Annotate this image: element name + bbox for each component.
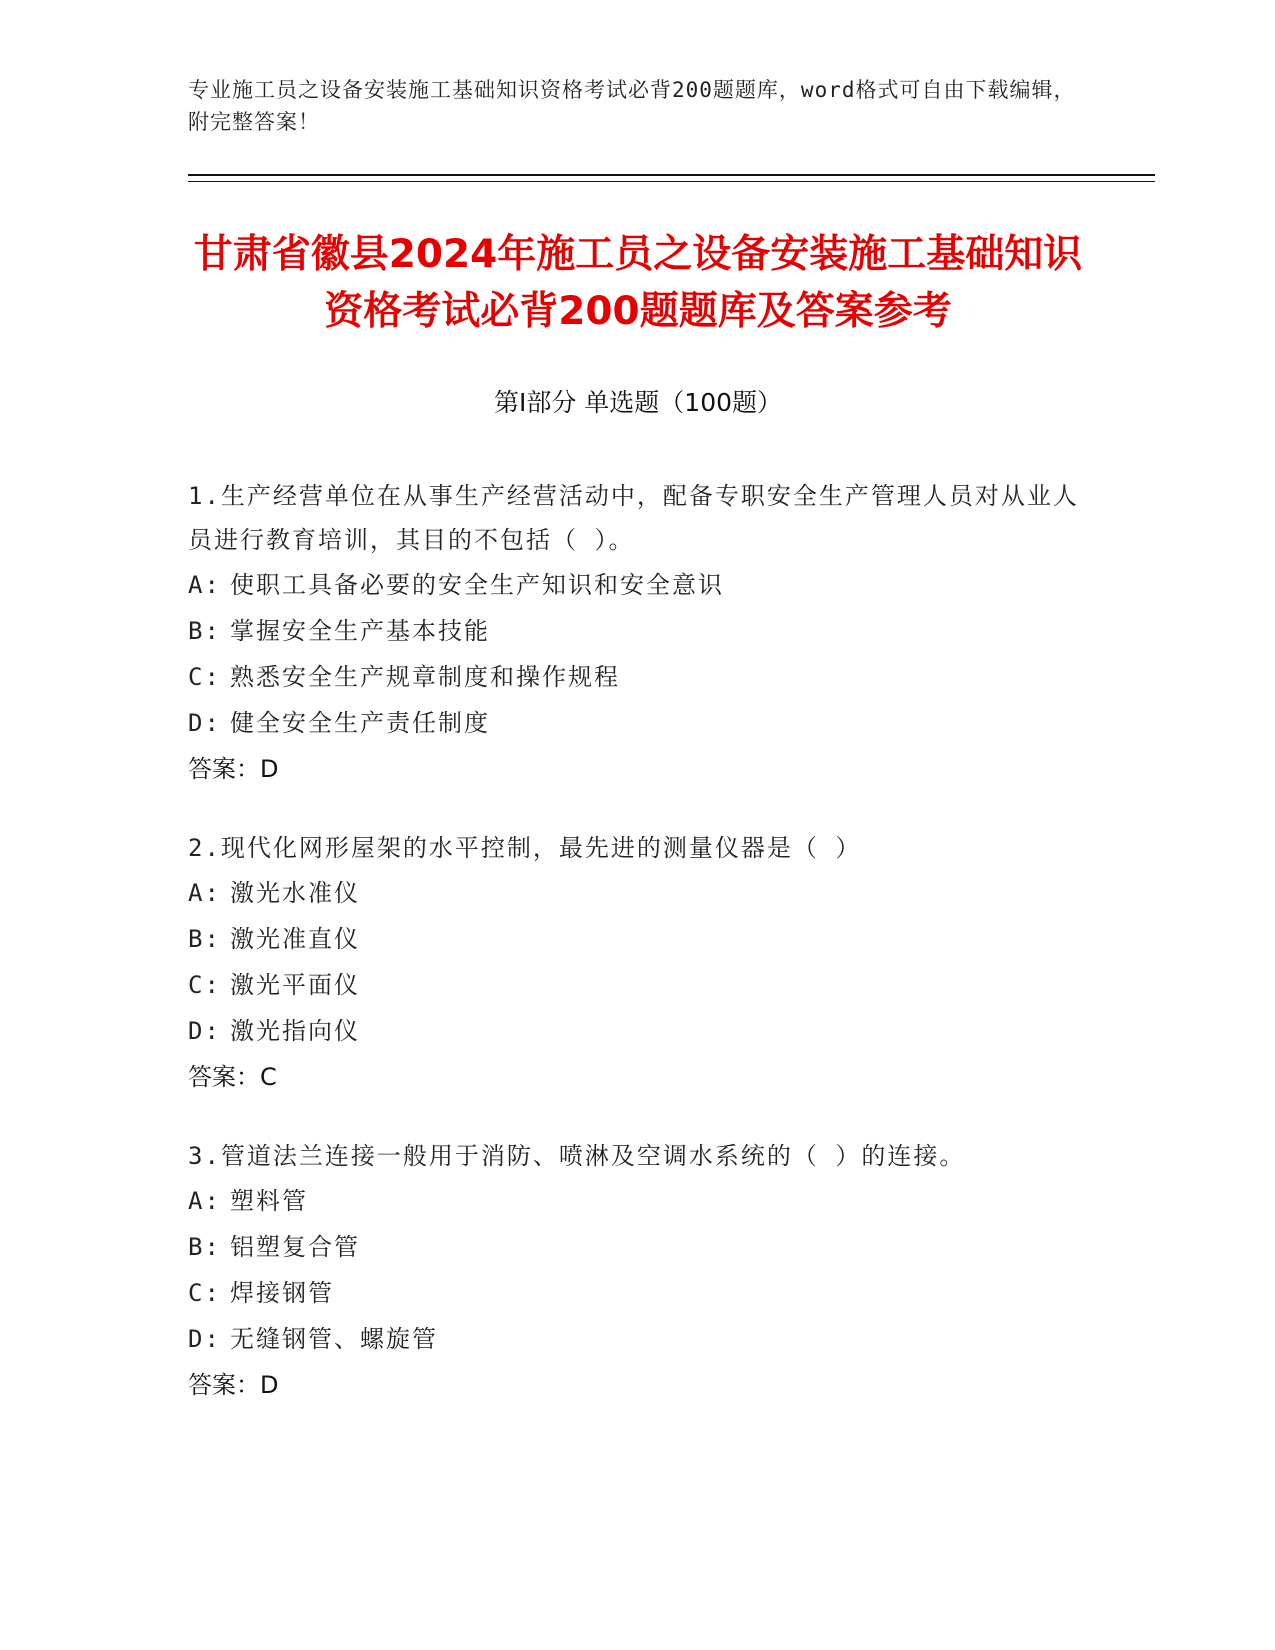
option-text: 使职工具备必要的安全生产知识和安全意识 bbox=[230, 571, 724, 599]
option-letter: C: bbox=[188, 971, 221, 999]
option-c bbox=[188, 654, 1088, 700]
option-a bbox=[188, 870, 1088, 916]
option-letter: D: bbox=[188, 1017, 221, 1045]
option-c bbox=[188, 962, 1088, 1008]
option-d bbox=[188, 700, 1088, 746]
question-3 bbox=[188, 1134, 1088, 1408]
option-text: 熟悉安全生产规章制度和操作规程 bbox=[230, 663, 620, 691]
option-letter: D: bbox=[188, 1325, 221, 1353]
question-stem: 3.管道法兰连接一般用于消防、喷淋及空调水系统的（ ）的连接。 bbox=[188, 1142, 966, 1170]
option-letter: A: bbox=[188, 571, 221, 599]
question-stem: 2.现代化网形屋架的水平控制，最先进的测量仪器是（ ） bbox=[188, 834, 862, 862]
option-letter: A: bbox=[188, 1187, 221, 1215]
option-text: 激光平面仪 bbox=[230, 971, 360, 999]
option-text: 健全安全生产责任制度 bbox=[230, 709, 490, 737]
option-letter: C: bbox=[188, 663, 221, 691]
option-c bbox=[188, 1270, 1088, 1316]
option-a bbox=[188, 1178, 1088, 1224]
option-d bbox=[188, 1008, 1088, 1054]
option-b bbox=[188, 608, 1088, 654]
option-text: 焊接钢管 bbox=[230, 1279, 334, 1307]
option-text: 铝塑复合管 bbox=[230, 1233, 360, 1261]
option-b bbox=[188, 916, 1088, 962]
question-1 bbox=[188, 474, 1088, 792]
option-text: 激光指向仪 bbox=[230, 1017, 360, 1045]
header-rule-thick bbox=[188, 174, 1155, 176]
question-stem: 1.生产经营单位在从事生产经营活动中，配备专职安全生产管理人员对从业人员进行教育培训，其目的不包括（ ）。 bbox=[188, 482, 1079, 554]
question-2 bbox=[188, 826, 1088, 1100]
answer: 答案：C bbox=[188, 1063, 277, 1091]
document-title: 甘肃省徽县2024年施工员之设备安装施工基础知识资格考试必背200题题库及答案参考 bbox=[193, 232, 1083, 334]
option-text: 塑料管 bbox=[230, 1187, 308, 1215]
option-letter: B: bbox=[188, 925, 221, 953]
option-letter: C: bbox=[188, 1279, 221, 1307]
option-b bbox=[188, 1224, 1088, 1270]
answer: 答案：D bbox=[188, 1371, 279, 1399]
option-letter: B: bbox=[188, 617, 221, 645]
question-list bbox=[188, 474, 1088, 1442]
option-d bbox=[188, 1316, 1088, 1362]
section-title: 第Ⅰ部分 单选题（100题） bbox=[493, 388, 783, 417]
option-text: 激光水准仪 bbox=[230, 879, 360, 907]
option-a bbox=[188, 562, 1088, 608]
option-text: 掌握安全生产基本技能 bbox=[230, 617, 490, 645]
option-text: 激光准直仪 bbox=[230, 925, 360, 953]
header-note: 专业施工员之设备安装施工基础知识资格考试必背200题题库，word格式可自由下载编辑，附完整答案！ bbox=[188, 78, 1076, 134]
option-letter: B: bbox=[188, 1233, 221, 1261]
option-letter: A: bbox=[188, 879, 221, 907]
option-letter: D: bbox=[188, 709, 221, 737]
header-rule-thin bbox=[188, 181, 1155, 182]
option-text: 无缝钢管、螺旋管 bbox=[230, 1325, 438, 1353]
answer: 答案：D bbox=[188, 755, 279, 783]
